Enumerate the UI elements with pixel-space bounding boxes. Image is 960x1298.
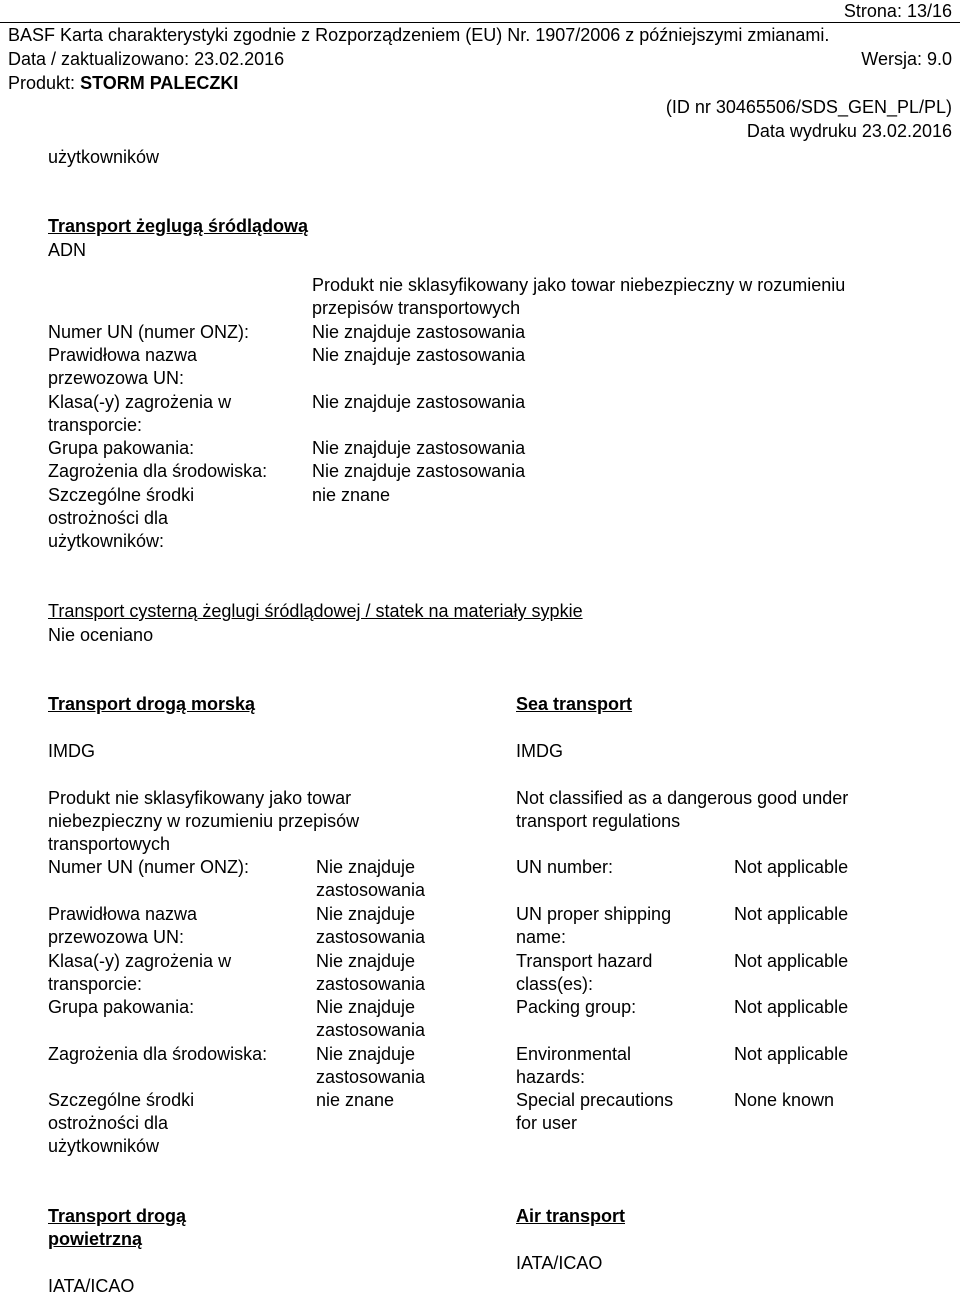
sea-pl-value-un: Nie znajduje zastosowania — [316, 857, 426, 901]
adn-label-class: Klasa(-y) zagrożenia w transporcie: — [48, 392, 232, 436]
sea-pl-label-name: Prawidłowa nazwa przewozowa UN: — [48, 904, 198, 948]
adn-label-special: Szczególne środki ostrożności dla użytkowników: — [48, 485, 195, 552]
sea-pl-value-packing: Nie znajduje zastosowania — [316, 997, 426, 1041]
sea-en-value-un: Not applicable — [734, 857, 849, 877]
sea-pl-value-special: nie znane — [316, 1090, 395, 1110]
sea-en-label-special: Special precautions for user — [516, 1090, 674, 1134]
carryover-text: użytkowników — [48, 147, 160, 167]
adn-intro: Produkt nie sklasyfikowany jako towar niebezpieczny w rozumieniu przepisów transportowych — [312, 275, 846, 319]
sea-pl-label-special: Szczególne środki ostrożności dla użytkowników — [48, 1090, 195, 1157]
adn-value-class: Nie znajduje zastosowania — [312, 392, 526, 412]
adn-label-un: Numer UN (numer ONZ): — [48, 322, 250, 342]
sea-pl-label-env: Zagrożenia dla środowiska: — [48, 1044, 268, 1064]
sea-pl-code: IMDG — [48, 741, 95, 761]
sea-pl-label-un: Numer UN (numer ONZ): — [48, 857, 250, 877]
sea-en-value-packing: Not applicable — [734, 997, 849, 1017]
sea-pl-value-env: Nie znajduje zastosowania — [316, 1044, 426, 1088]
sea-en-label-class: Transport hazard class(es): — [516, 951, 653, 995]
sea-pl-value-name: Nie znajduje zastosowania — [316, 904, 426, 948]
adn-label-name: Prawidłowa nazwa przewozowa UN: — [48, 345, 198, 389]
document-id: (ID nr 30465506/SDS_GEN_PL/PL) — [665, 97, 952, 117]
revision-date: Data / zaktualizowano: 23.02.2016 — [8, 49, 285, 69]
adn-value-name: Nie znajduje zastosowania — [312, 345, 526, 365]
sea-en-label-env: Environmental hazards: — [516, 1044, 632, 1088]
sea-en-value-env: Not applicable — [734, 1044, 849, 1064]
page-number: Strona: 13/16 — [843, 1, 952, 21]
tank-value: Nie oceniano — [48, 625, 154, 645]
sea-en-label-un: UN number: — [516, 857, 614, 877]
adn-value-env: Nie znajduje zastosowania — [312, 461, 526, 481]
air-en-heading: Air transport — [516, 1206, 626, 1226]
print-date: Data wydruku 23.02.2016 — [746, 121, 952, 141]
sea-en-label-packing: Packing group: — [516, 997, 637, 1017]
air-pl-heading: Transport drogą powietrzną — [48, 1206, 187, 1250]
sea-pl-label-packing: Grupa pakowania: — [48, 997, 195, 1017]
header-rule — [0, 22, 960, 23]
product-name: STORM PALECZKI — [80, 73, 239, 93]
sea-en-label-name: UN proper shipping name: — [516, 904, 672, 948]
adn-label-packing: Grupa pakowania: — [48, 438, 195, 458]
adn-heading: Transport żeglugą śródlądową — [48, 216, 309, 236]
sea-en-heading: Sea transport — [516, 694, 633, 714]
tank-heading: Transport cysterną żeglugi śródlądowej / statek na materiały sypkie — [48, 601, 583, 621]
sea-en-intro: Not classified as a dangerous good under transport regulations — [516, 788, 849, 832]
sea-pl-label-class: Klasa(-y) zagrożenia w transporcie: — [48, 951, 232, 995]
product-label: Produkt: — [8, 73, 76, 93]
adn-label-env: Zagrożenia dla środowiska: — [48, 461, 268, 481]
document-title: BASF Karta charakterystyki zgodnie z Rozporządzeniem (EU) Nr. 1907/2006 z późniejszymi zmianami. — [8, 25, 830, 45]
air-en-code: IATA/ICAO — [516, 1253, 603, 1273]
sea-pl-intro: Produkt nie sklasyfikowany jako towar niebezpieczny w rozumieniu przepisów transportowych — [48, 788, 360, 855]
sea-pl-heading: Transport drogą morską — [48, 694, 256, 714]
adn-code: ADN — [48, 240, 87, 260]
product-line — [8, 72, 238, 95]
sea-en-value-name: Not applicable — [734, 904, 849, 924]
sea-en-value-class: Not applicable — [734, 951, 849, 971]
air-pl-code: IATA/ICAO — [48, 1276, 135, 1296]
sea-en-value-special: None known — [734, 1090, 835, 1110]
adn-value-special: nie znane — [312, 485, 391, 505]
sea-en-code: IMDG — [516, 741, 563, 761]
sea-pl-value-class: Nie znajduje zastosowania — [316, 951, 426, 995]
adn-value-packing: Nie znajduje zastosowania — [312, 438, 526, 458]
adn-value-un: Nie znajduje zastosowania — [312, 322, 526, 342]
version: Wersja: 9.0 — [861, 49, 952, 69]
